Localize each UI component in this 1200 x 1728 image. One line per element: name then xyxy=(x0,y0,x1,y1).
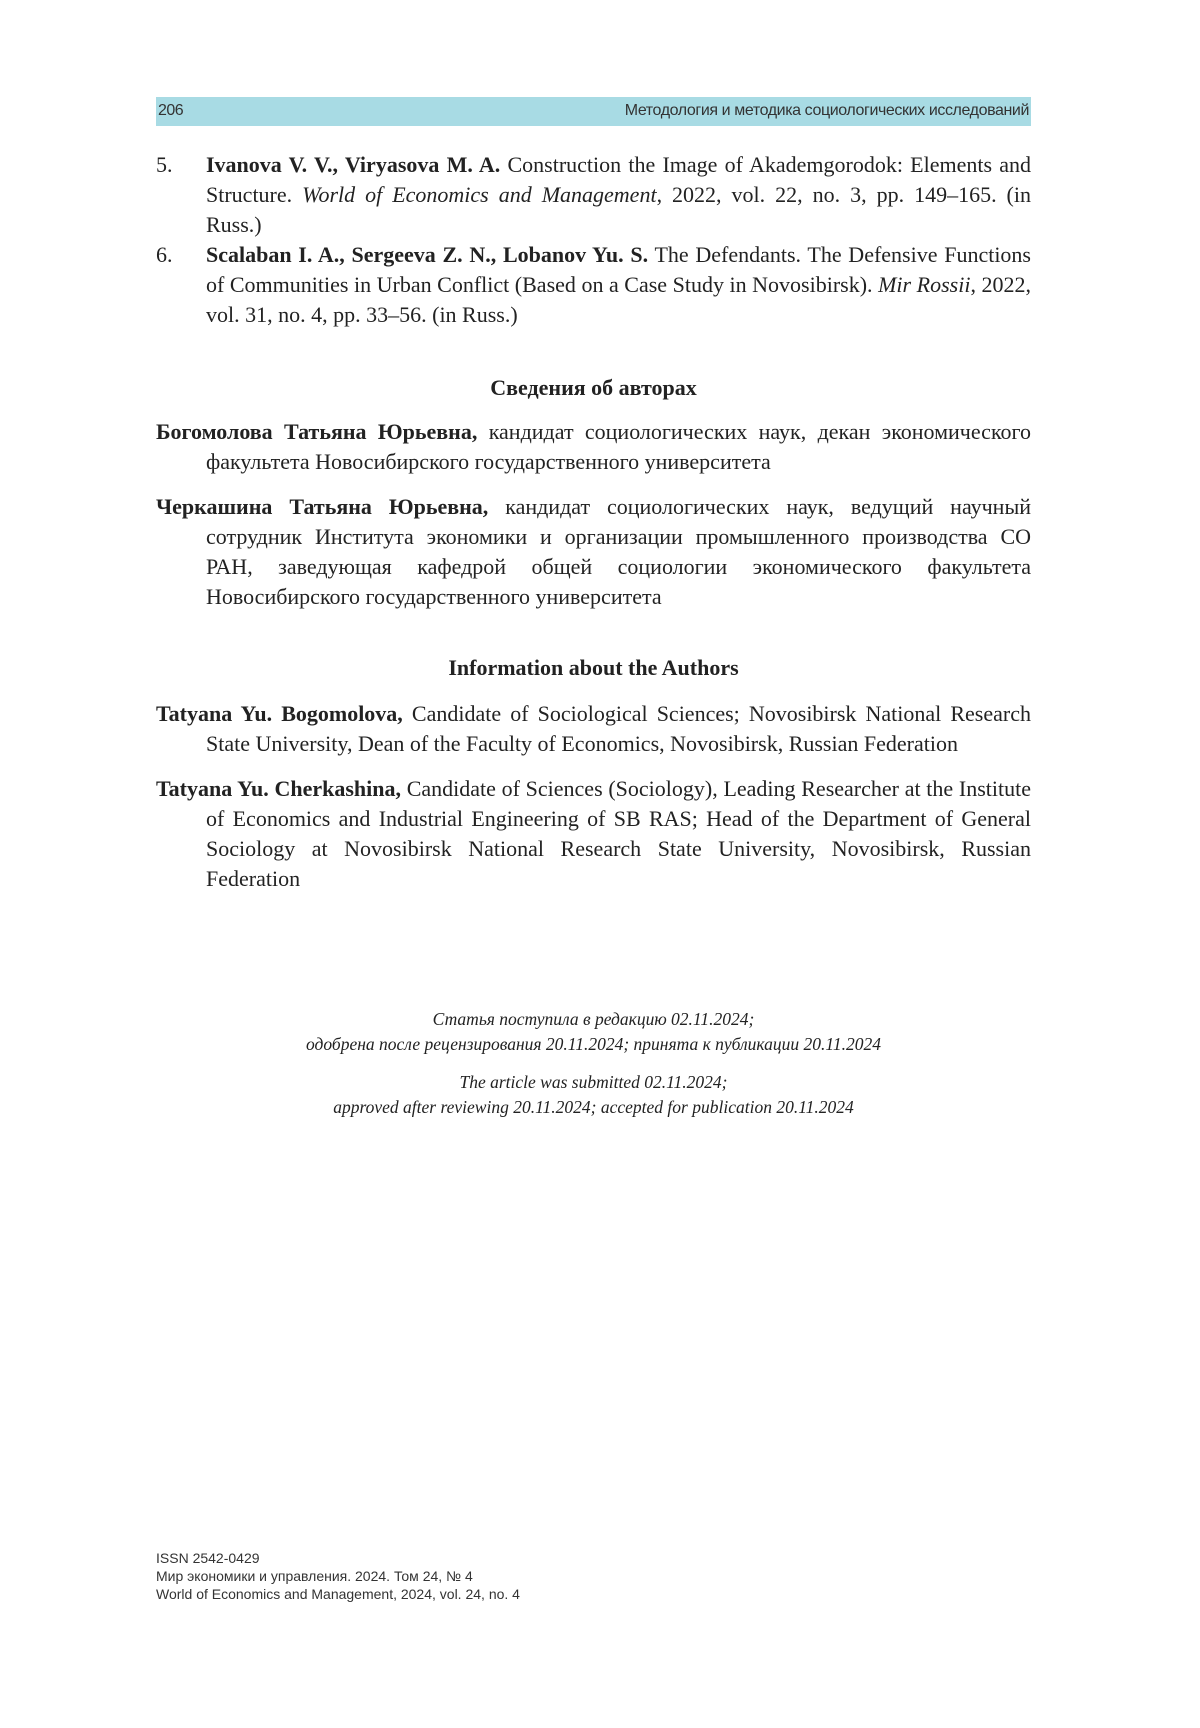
dates-ru xyxy=(156,1007,1031,1057)
authors-ru xyxy=(156,417,1031,612)
running-header xyxy=(156,97,1031,126)
footer-issn: ISSN 2542-0429 xyxy=(156,1550,260,1566)
author-info: Candidate of Sociological Sciences; Novosibirsk National Research State University, Dean of the Faculty of Economics, Novosibirsk, Russian Federation xyxy=(206,701,1031,756)
reference-number: 6. xyxy=(156,242,173,267)
reference-item xyxy=(156,150,1031,240)
reference-list xyxy=(156,150,1031,330)
footer-journal-en: World of Economics and Management, 2024, vol. 24, no. 4 xyxy=(156,1586,520,1602)
date-line: The article was submitted 02.11.2024; xyxy=(459,1072,728,1092)
page-number: 206 xyxy=(158,102,184,119)
author-info: кандидат социологических наук, декан экономического факультета Новосибирского государственного университета xyxy=(206,419,1031,474)
page-footer xyxy=(156,1549,520,1603)
section-title: Методология и методика социологических исследований xyxy=(624,102,1029,119)
author-info: кандидат социологических наук, ведущий научный сотрудник Института экономики и организации промышленного производства СО РАН, заведующая кафедрой общей социологии экономического факультета Новосибирского государственного университета xyxy=(206,494,1031,609)
reference-details: , 2022, vol. 31, no. 4, pp. 33–56. (in Russ.) xyxy=(206,272,1031,327)
author-name: Tatyana Yu. Bogomolova, xyxy=(156,701,403,726)
reference-title: Construction the Image of Akademgorodok: Elements and Structure. xyxy=(206,152,1031,207)
date-line: approved after reviewing 20.11.2024; accepted for publication 20.11.2024 xyxy=(333,1097,854,1117)
date-line: одобрена после рецензирования 20.11.2024; принята к публикации 20.11.2024 xyxy=(306,1034,881,1054)
date-line: Статья поступила в редакцию 02.11.2024; xyxy=(432,1009,755,1029)
footer-journal-ru: Мир экономики и управления. 2024. Том 24, № 4 xyxy=(156,1568,473,1584)
author-name: Богомолова Татьяна Юрьевна, xyxy=(156,419,478,444)
reference-journal: World of Economics and Management xyxy=(302,182,657,207)
reference-authors: Ivanova V. V., Viryasova M. A. xyxy=(206,152,501,177)
author-name: Черкашина Татьяна Юрьевна, xyxy=(156,494,489,519)
authors-heading-en: Information about the Authors xyxy=(448,655,739,680)
reference-details: , 2022, vol. 22, no. 3, pp. 149–165. (in Russ.) xyxy=(206,182,1031,237)
reference-authors: Scalaban I. A., Sergeeva Z. N., Lobanov Yu. S. xyxy=(206,242,649,267)
reference-title: The Defendants. The Defensive Functions of Communities in Urban Conflict (Based on a Case Study in Novosibirsk). xyxy=(206,242,1031,297)
author-item xyxy=(156,699,1031,759)
author-item xyxy=(156,417,1031,477)
reference-item xyxy=(156,240,1031,330)
authors-heading-ru: Сведения об авторах xyxy=(490,375,697,400)
reference-number: 5. xyxy=(156,152,173,177)
author-name: Tatyana Yu. Cherkashina, xyxy=(156,776,401,801)
reference-journal: Mir Rossii xyxy=(878,272,971,297)
dates-en xyxy=(156,1070,1031,1120)
author-item xyxy=(156,492,1031,612)
author-info: Candidate of Sciences (Sociology), Leading Researcher at the Institute of Economics and Industrial Engineering of SB RAS; Head of the Department of General Sociology at Novosibirsk National Research State University, Novosibirsk, Russian Federation xyxy=(206,776,1031,891)
authors-en xyxy=(156,699,1031,894)
author-item xyxy=(156,774,1031,894)
